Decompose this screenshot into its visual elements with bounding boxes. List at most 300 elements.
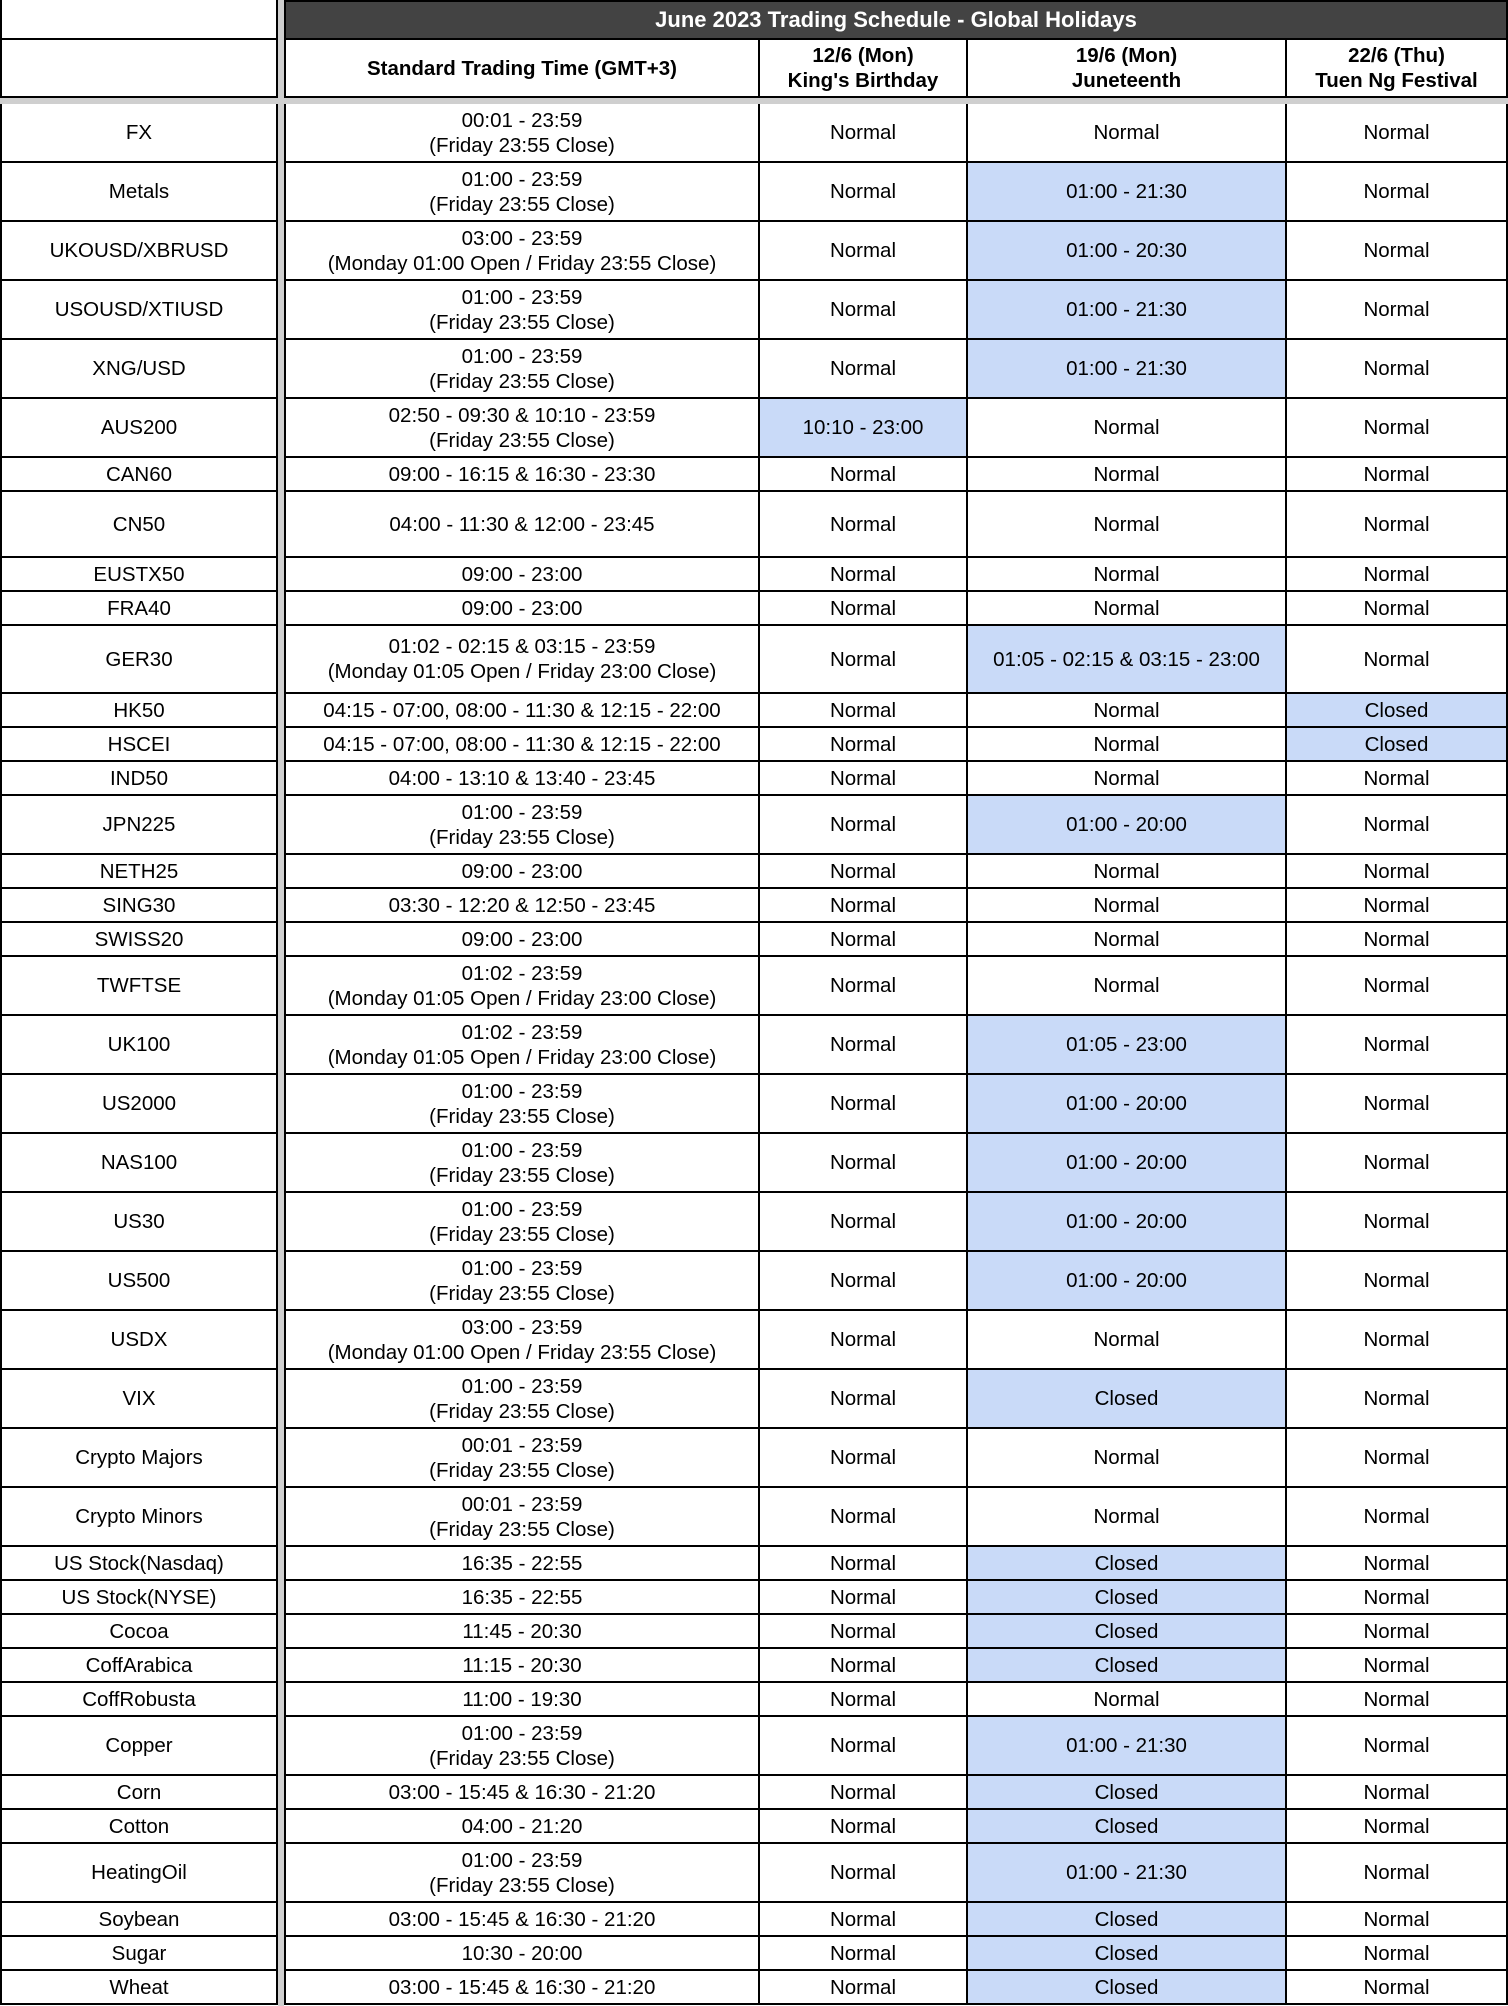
table-row <box>0 1252 1508 1311</box>
col3-cell: Normal <box>1285 492 1508 558</box>
col3-cell: Normal <box>1285 1075 1508 1134</box>
instrument-cell: CAN60 <box>0 458 278 492</box>
instrument-cell: NETH25 <box>0 855 278 889</box>
col2-cell: 01:00 - 21:30 <box>966 281 1287 340</box>
instrument-cell: Crypto Minors <box>0 1488 278 1547</box>
standard-time-line: (Friday 23:55 Close) <box>429 428 615 452</box>
instrument-cell: HeatingOil <box>0 1844 278 1903</box>
standard-time-line: 11:15 - 20:30 <box>462 1653 582 1677</box>
instrument-cell: CN50 <box>0 492 278 558</box>
col1-cell: Normal <box>758 1193 968 1252</box>
standard-time-cell <box>284 1937 760 1971</box>
table-row <box>0 796 1508 855</box>
table-row <box>0 492 1508 558</box>
table-row <box>0 104 1508 163</box>
standard-time-line: 11:45 - 20:30 <box>462 1619 582 1643</box>
col2-cell: 01:00 - 21:30 <box>966 1717 1287 1776</box>
table-row <box>0 957 1508 1016</box>
col3-cell: Normal <box>1285 1717 1508 1776</box>
table-row <box>0 458 1508 492</box>
col1-cell: Normal <box>758 957 968 1016</box>
standard-time-line: 09:00 - 23:00 <box>461 596 583 620</box>
standard-time-line: (Friday 23:55 Close) <box>429 310 615 334</box>
table-row <box>0 855 1508 889</box>
col2-cell: 01:00 - 21:30 <box>966 163 1287 222</box>
col1-cell: Normal <box>758 492 968 558</box>
col1-cell: Normal <box>758 1903 968 1937</box>
col2-cell: Normal <box>966 762 1287 796</box>
table-row <box>0 626 1508 694</box>
standard-time-cell <box>284 458 760 492</box>
col2-cell: Closed <box>966 1370 1287 1429</box>
col1-cell: Normal <box>758 592 968 626</box>
col3-cell: Normal <box>1285 1429 1508 1488</box>
table-row <box>0 923 1508 957</box>
standard-time-cell <box>284 281 760 340</box>
col1-cell: Normal <box>758 889 968 923</box>
table-row <box>0 1649 1508 1683</box>
col3-cell: Closed <box>1285 694 1508 728</box>
col3-cell: Normal <box>1285 1016 1508 1075</box>
instrument-cell: HSCEI <box>0 728 278 762</box>
standard-time-cell <box>284 1252 760 1311</box>
sheet-title: June 2023 Trading Schedule - Global Holidays <box>284 0 1508 40</box>
standard-time-cell <box>284 1844 760 1903</box>
standard-time-line: 03:00 - 15:45 & 16:30 - 21:20 <box>388 1975 656 1999</box>
corner-blank <box>0 0 278 40</box>
standard-time-line: 01:00 - 23:59 <box>461 1721 583 1745</box>
standard-time-line: (Monday 01:00 Open / Friday 23:55 Close) <box>327 251 717 275</box>
instrument-cell: AUS200 <box>0 399 278 458</box>
col2-cell: Closed <box>966 1581 1287 1615</box>
col2-cell: Closed <box>966 1937 1287 1971</box>
standard-time-cell <box>284 1488 760 1547</box>
standard-time-line: 01:00 - 23:59 <box>461 344 583 368</box>
instrument-cell: Wheat <box>0 1971 278 2005</box>
standard-time-cell <box>284 163 760 222</box>
standard-time-line: 16:35 - 22:55 <box>461 1551 583 1575</box>
col2-cell: Normal <box>966 399 1287 458</box>
standard-time-line: (Friday 23:55 Close) <box>429 825 615 849</box>
standard-time-line: (Friday 23:55 Close) <box>429 1873 615 1897</box>
col2-cell: Normal <box>966 104 1287 163</box>
col2-cell: Normal <box>966 728 1287 762</box>
header-standard-time: Standard Trading Time (GMT+3) <box>284 38 760 98</box>
standard-time-line: 16:35 - 22:55 <box>461 1585 583 1609</box>
col2-cell: Normal <box>966 492 1287 558</box>
col2-cell: Closed <box>966 1547 1287 1581</box>
col3-cell: Normal <box>1285 1810 1508 1844</box>
col1-cell: Normal <box>758 458 968 492</box>
instrument-cell: Copper <box>0 1717 278 1776</box>
standard-time-line: 01:00 - 23:59 <box>461 1138 583 1162</box>
standard-time-line: 04:15 - 07:00, 08:00 - 11:30 & 12:15 - 22:00 <box>323 732 721 756</box>
col1-cell: Normal <box>758 1776 968 1810</box>
standard-time-line: 03:30 - 12:20 & 12:50 - 23:45 <box>388 893 656 917</box>
col1-cell: Normal <box>758 796 968 855</box>
col2-cell: Normal <box>966 1429 1287 1488</box>
col3-cell: Normal <box>1285 1844 1508 1903</box>
col2-cell: Normal <box>966 923 1287 957</box>
instrument-cell: NAS100 <box>0 1134 278 1193</box>
col2-cell: Normal <box>966 1311 1287 1370</box>
header-col1-date: 12/6 (Mon) <box>812 44 914 67</box>
col3-cell: Normal <box>1285 281 1508 340</box>
standard-time-line: (Friday 23:55 Close) <box>429 192 615 216</box>
standard-time-cell <box>284 558 760 592</box>
instrument-cell: IND50 <box>0 762 278 796</box>
standard-time-line: (Friday 23:55 Close) <box>429 1517 615 1541</box>
col3-cell: Normal <box>1285 1937 1508 1971</box>
col3-cell: Normal <box>1285 1615 1508 1649</box>
standard-time-line: 01:00 - 23:59 <box>461 1197 583 1221</box>
standard-time-line: 09:00 - 16:15 & 16:30 - 23:30 <box>388 462 656 486</box>
table-row <box>0 889 1508 923</box>
table-row <box>0 1776 1508 1810</box>
table-row <box>0 340 1508 399</box>
col3-cell: Normal <box>1285 1370 1508 1429</box>
table-row <box>0 1615 1508 1649</box>
standard-time-line: (Friday 23:55 Close) <box>429 1746 615 1770</box>
table-row <box>0 592 1508 626</box>
standard-time-line: 01:00 - 23:59 <box>461 1079 583 1103</box>
instrument-cell: CoffRobusta <box>0 1683 278 1717</box>
header-col3 <box>1285 38 1508 98</box>
col2-cell: 01:00 - 20:00 <box>966 1252 1287 1311</box>
col3-cell: Normal <box>1285 855 1508 889</box>
instrument-cell: EUSTX50 <box>0 558 278 592</box>
standard-time-cell <box>284 694 760 728</box>
instrument-cell: Cotton <box>0 1810 278 1844</box>
standard-time-line: (Friday 23:55 Close) <box>429 369 615 393</box>
standard-time-cell <box>284 1649 760 1683</box>
col1-cell: Normal <box>758 1016 968 1075</box>
standard-time-cell <box>284 1429 760 1488</box>
col1-cell: Normal <box>758 728 968 762</box>
standard-time-line: (Friday 23:55 Close) <box>429 1222 615 1246</box>
table-row <box>0 1810 1508 1844</box>
standard-time-cell <box>284 340 760 399</box>
instrument-cell: Corn <box>0 1776 278 1810</box>
table-row <box>0 1844 1508 1903</box>
header-col2 <box>966 38 1287 98</box>
col1-cell: Normal <box>758 222 968 281</box>
instrument-cell: SING30 <box>0 889 278 923</box>
col1-cell: Normal <box>758 1075 968 1134</box>
header-col2-date: 19/6 (Mon) <box>1075 44 1178 67</box>
header-col1 <box>758 38 968 98</box>
col1-cell: Normal <box>758 1683 968 1717</box>
table-row <box>0 1134 1508 1193</box>
instrument-cell: Cocoa <box>0 1615 278 1649</box>
header-col3-date: 22/6 (Thu) <box>1348 44 1445 67</box>
col1-cell: Normal <box>758 923 968 957</box>
col1-cell: Normal <box>758 762 968 796</box>
instrument-cell: HK50 <box>0 694 278 728</box>
table-row <box>0 1581 1508 1615</box>
table-row <box>0 558 1508 592</box>
table-row <box>0 399 1508 458</box>
col3-cell: Normal <box>1285 1903 1508 1937</box>
instrument-cell: FRA40 <box>0 592 278 626</box>
col2-cell: Normal <box>966 558 1287 592</box>
col3-cell: Normal <box>1285 762 1508 796</box>
standard-time-cell <box>284 1193 760 1252</box>
standard-time-line: 03:00 - 15:45 & 16:30 - 21:20 <box>388 1907 656 1931</box>
header-instrument <box>0 38 278 98</box>
col2-cell: Closed <box>966 1615 1287 1649</box>
standard-time-cell <box>284 1547 760 1581</box>
instrument-cell: USDX <box>0 1311 278 1370</box>
table-row <box>0 1193 1508 1252</box>
col2-cell: 01:00 - 20:00 <box>966 1193 1287 1252</box>
standard-time-line: 09:00 - 23:00 <box>461 562 583 586</box>
standard-time-line: 01:00 - 23:59 <box>461 1256 583 1280</box>
col3-cell: Normal <box>1285 1581 1508 1615</box>
table-row <box>0 1903 1508 1937</box>
instrument-cell: SWISS20 <box>0 923 278 957</box>
table-row <box>0 222 1508 281</box>
col3-cell: Normal <box>1285 399 1508 458</box>
standard-time-cell <box>284 1581 760 1615</box>
col2-cell: Normal <box>966 458 1287 492</box>
instrument-cell: USOUSD/XTIUSD <box>0 281 278 340</box>
standard-time-line: (Monday 01:05 Open / Friday 23:00 Close) <box>327 1045 717 1069</box>
standard-time-cell <box>284 728 760 762</box>
col3-cell: Normal <box>1285 957 1508 1016</box>
table-row <box>0 281 1508 340</box>
col1-cell: Normal <box>758 1649 968 1683</box>
col3-cell: Normal <box>1285 1252 1508 1311</box>
standard-time-line: (Friday 23:55 Close) <box>429 1281 615 1305</box>
col1-cell: Normal <box>758 1971 968 2005</box>
standard-time-cell <box>284 592 760 626</box>
standard-time-cell <box>284 1683 760 1717</box>
standard-time-cell <box>284 923 760 957</box>
instrument-cell: UK100 <box>0 1016 278 1075</box>
standard-time-line: (Friday 23:55 Close) <box>429 133 615 157</box>
standard-time-line: 00:01 - 23:59 <box>461 1492 583 1516</box>
standard-time-cell <box>284 1903 760 1937</box>
col3-cell: Normal <box>1285 796 1508 855</box>
col2-cell: Normal <box>966 855 1287 889</box>
instrument-cell: Sugar <box>0 1937 278 1971</box>
table-row <box>0 1488 1508 1547</box>
col1-cell: Normal <box>758 1844 968 1903</box>
col3-cell: Normal <box>1285 1649 1508 1683</box>
col2-cell: 01:00 - 20:00 <box>966 1075 1287 1134</box>
col1-cell: Normal <box>758 1429 968 1488</box>
standard-time-cell <box>284 1615 760 1649</box>
col3-cell: Normal <box>1285 626 1508 694</box>
instrument-cell: VIX <box>0 1370 278 1429</box>
col1-cell: Normal <box>758 1810 968 1844</box>
standard-time-cell <box>284 889 760 923</box>
standard-time-cell <box>284 1971 760 2005</box>
standard-time-line: (Friday 23:55 Close) <box>429 1399 615 1423</box>
col3-cell: Normal <box>1285 1311 1508 1370</box>
col3-cell: Normal <box>1285 1488 1508 1547</box>
col1-cell: Normal <box>758 626 968 694</box>
standard-time-line: 04:15 - 07:00, 08:00 - 11:30 & 12:15 - 22:00 <box>323 698 721 722</box>
col1-cell: Normal <box>758 1547 968 1581</box>
standard-time-cell <box>284 1134 760 1193</box>
table-row <box>0 1547 1508 1581</box>
standard-time-line: 01:02 - 23:59 <box>461 1020 583 1044</box>
standard-time-line: 00:01 - 23:59 <box>461 108 583 132</box>
table-row <box>0 1429 1508 1488</box>
standard-time-line: 01:00 - 23:59 <box>461 167 583 191</box>
standard-time-line: 01:00 - 23:59 <box>461 1848 583 1872</box>
standard-time-cell <box>284 399 760 458</box>
col2-cell: Normal <box>966 1683 1287 1717</box>
header-col2-holiday: Juneteenth <box>1071 69 1182 92</box>
table-row <box>0 1937 1508 1971</box>
instrument-cell: TWFTSE <box>0 957 278 1016</box>
col1-cell: Normal <box>758 1370 968 1429</box>
col3-cell: Normal <box>1285 923 1508 957</box>
standard-time-cell <box>284 1776 760 1810</box>
col3-cell: Normal <box>1285 1193 1508 1252</box>
col2-cell: Normal <box>966 1488 1287 1547</box>
col2-cell: Closed <box>966 1971 1287 2005</box>
standard-time-line: 01:00 - 23:59 <box>461 285 583 309</box>
instrument-cell: UKOUSD/XBRUSD <box>0 222 278 281</box>
standard-time-cell <box>284 104 760 163</box>
standard-time-line: 01:02 - 02:15 & 03:15 - 23:59 <box>388 635 656 658</box>
standard-time-cell <box>284 626 760 694</box>
standard-time-line: 03:00 - 23:59 <box>461 226 583 250</box>
col3-cell: Normal <box>1285 222 1508 281</box>
standard-time-cell <box>284 855 760 889</box>
standard-time-line: (Friday 23:55 Close) <box>429 1458 615 1482</box>
instrument-cell: GER30 <box>0 626 278 694</box>
standard-time-line: 04:00 - 21:20 <box>461 1814 583 1838</box>
col3-cell: Closed <box>1285 728 1508 762</box>
instrument-cell: JPN225 <box>0 796 278 855</box>
standard-time-line: 03:00 - 23:59 <box>461 1315 583 1339</box>
standard-time-cell <box>284 1016 760 1075</box>
col1-cell: Normal <box>758 104 968 163</box>
col2-cell: 01:05 - 02:15 & 03:15 - 23:00 <box>966 626 1287 694</box>
instrument-cell: Crypto Majors <box>0 1429 278 1488</box>
col2-cell: 01:00 - 20:00 <box>966 1134 1287 1193</box>
standard-time-line: 01:00 - 23:59 <box>461 1374 583 1398</box>
col3-cell: Normal <box>1285 104 1508 163</box>
instrument-cell: FX <box>0 104 278 163</box>
table-row <box>0 762 1508 796</box>
instrument-cell: US500 <box>0 1252 278 1311</box>
table-row <box>0 1971 1508 2005</box>
instrument-cell: CoffArabica <box>0 1649 278 1683</box>
standard-time-cell <box>284 957 760 1016</box>
col3-cell: Normal <box>1285 163 1508 222</box>
instrument-cell: XNG/USD <box>0 340 278 399</box>
col1-cell: Normal <box>758 163 968 222</box>
col1-cell: Normal <box>758 1937 968 1971</box>
standard-time-line: 03:00 - 15:45 & 16:30 - 21:20 <box>388 1780 656 1804</box>
standard-time-line: 01:02 - 23:59 <box>461 961 583 985</box>
standard-time-line: 09:00 - 23:00 <box>461 927 583 951</box>
table-row <box>0 1075 1508 1134</box>
col1-cell: Normal <box>758 340 968 399</box>
col3-cell: Normal <box>1285 592 1508 626</box>
standard-time-line: (Monday 01:05 Open / Friday 23:00 Close) <box>327 986 717 1010</box>
col1-cell: Normal <box>758 281 968 340</box>
instrument-cell: US2000 <box>0 1075 278 1134</box>
col1-cell: Normal <box>758 1134 968 1193</box>
standard-time-cell <box>284 1717 760 1776</box>
standard-time-cell <box>284 222 760 281</box>
col1-cell: 10:10 - 23:00 <box>758 399 968 458</box>
instrument-cell: Metals <box>0 163 278 222</box>
standard-time-line: 04:00 - 13:10 & 13:40 - 23:45 <box>388 766 656 790</box>
col3-cell: Normal <box>1285 340 1508 399</box>
col1-cell: Normal <box>758 1488 968 1547</box>
col3-cell: Normal <box>1285 458 1508 492</box>
col1-cell: Normal <box>758 1581 968 1615</box>
col1-cell: Normal <box>758 558 968 592</box>
table-row <box>0 1311 1508 1370</box>
standard-time-line: (Monday 01:05 Open / Friday 23:00 Close) <box>327 660 717 683</box>
col2-cell: 01:00 - 20:30 <box>966 222 1287 281</box>
standard-time-line: 11:00 - 19:30 <box>462 1687 582 1711</box>
table-row <box>0 694 1508 728</box>
header-col1-holiday: King's Birthday <box>787 69 939 92</box>
table-row <box>0 1370 1508 1429</box>
col3-cell: Normal <box>1285 1134 1508 1193</box>
col2-cell: Normal <box>966 694 1287 728</box>
col1-cell: Normal <box>758 1311 968 1370</box>
col3-cell: Normal <box>1285 1971 1508 2005</box>
col2-cell: Normal <box>966 889 1287 923</box>
standard-time-line: 09:00 - 23:00 <box>461 859 583 883</box>
col1-cell: Normal <box>758 694 968 728</box>
col3-cell: Normal <box>1285 1683 1508 1717</box>
standard-time-line: 10:30 - 20:00 <box>461 1941 583 1965</box>
col3-cell: Normal <box>1285 1776 1508 1810</box>
table-row <box>0 1683 1508 1717</box>
header-col3-holiday: Tuen Ng Festival <box>1315 69 1478 92</box>
instrument-cell: Soybean <box>0 1903 278 1937</box>
instrument-cell: US Stock(NYSE) <box>0 1581 278 1615</box>
col3-cell: Normal <box>1285 889 1508 923</box>
standard-time-cell <box>284 762 760 796</box>
standard-time-line: 01:00 - 23:59 <box>461 800 583 824</box>
col2-cell: Closed <box>966 1776 1287 1810</box>
col2-cell: 01:00 - 21:30 <box>966 1844 1287 1903</box>
standard-time-cell <box>284 1810 760 1844</box>
col2-cell: 01:00 - 21:30 <box>966 340 1287 399</box>
col3-cell: Normal <box>1285 1547 1508 1581</box>
standard-time-line: (Friday 23:55 Close) <box>429 1163 615 1187</box>
standard-time-cell <box>284 1075 760 1134</box>
col1-cell: Normal <box>758 1615 968 1649</box>
col1-cell: Normal <box>758 1252 968 1311</box>
header-row <box>0 38 1508 98</box>
table-row <box>0 1717 1508 1776</box>
standard-time-line: 00:01 - 23:59 <box>461 1433 583 1457</box>
col1-cell: Normal <box>758 1717 968 1776</box>
standard-time-line: 04:00 - 11:30 & 12:00 - 23:45 <box>389 512 655 536</box>
col2-cell: Normal <box>966 957 1287 1016</box>
col2-cell: 01:05 - 23:00 <box>966 1016 1287 1075</box>
standard-time-line: (Friday 23:55 Close) <box>429 1104 615 1128</box>
table-row <box>0 163 1508 222</box>
instrument-cell: US30 <box>0 1193 278 1252</box>
col2-cell: Closed <box>966 1903 1287 1937</box>
col2-cell: Closed <box>966 1649 1287 1683</box>
